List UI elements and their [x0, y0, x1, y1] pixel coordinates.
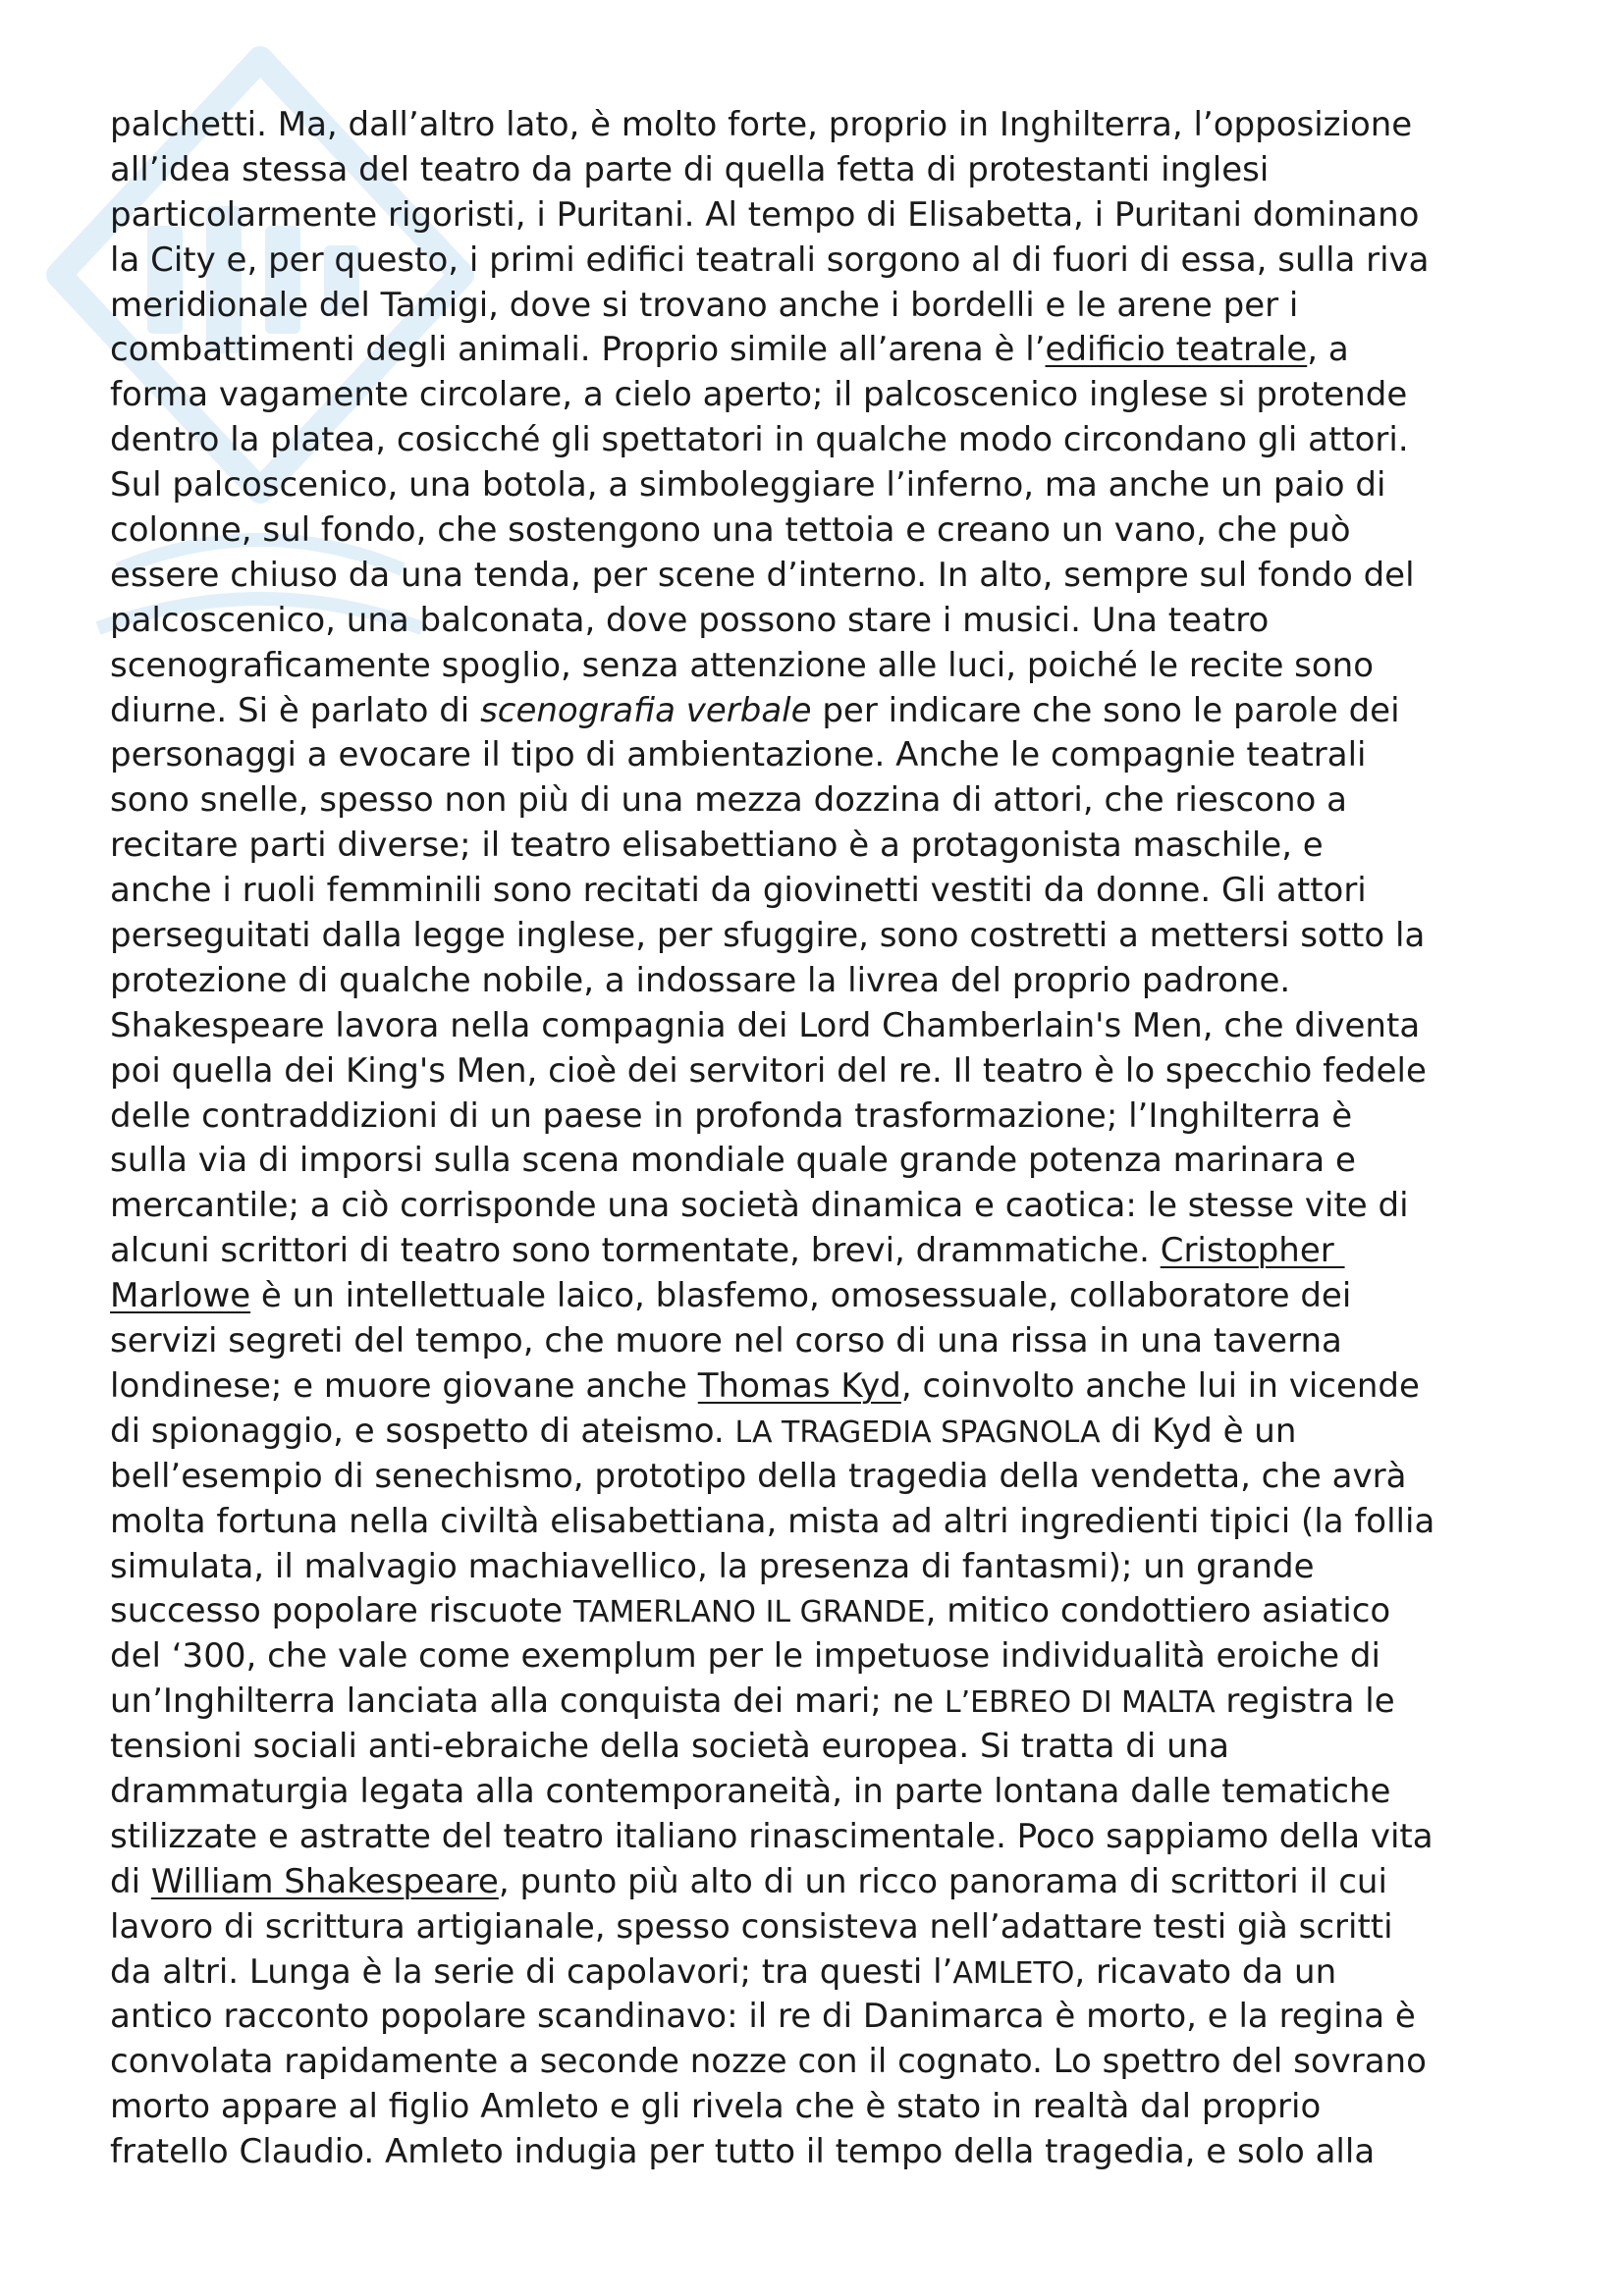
text-segment: , coinvolto anche lui in vicende [900, 1365, 1420, 1406]
text-segment: forma vagamente circolare, a cielo aperto; il palcoscenico inglese si protende [110, 375, 1408, 415]
text-line [110, 689, 1543, 734]
text-line [110, 1680, 1543, 1725]
text-segment: perseguitati dalla legge inglese, per sfuggire, sono costretti a mettersi sotto la [110, 916, 1426, 956]
text-segment: stilizzate e astratte del teatro italiano rinascimentale. Poco sappiamo della vita [110, 1816, 1434, 1856]
text-segment: da altri. Lunga è la serie di capolavori; tra questi l’ [110, 1951, 953, 1992]
text-line [110, 959, 1543, 1004]
text-line [110, 1995, 1543, 2040]
text-segment: successo popolare riscuote [110, 1591, 573, 1631]
text-segment: , a [1307, 330, 1349, 370]
text-segment: meridionale del Tamigi, dove si trovano anche i bordelli e le arene per i [110, 285, 1299, 325]
text-line [110, 1905, 1543, 1950]
text-line [110, 599, 1543, 644]
text-line [110, 1860, 1543, 1905]
work-title: TAMERLANO IL GRANDE [572, 1595, 926, 1630]
work-title: AMLETO [952, 1955, 1075, 1991]
text-segment: londinese; e muore giovane anche [110, 1365, 698, 1406]
text-segment: di spionaggio, e sospetto di ateismo. [110, 1411, 735, 1451]
text-line [110, 463, 1543, 508]
text-line [110, 1589, 1543, 1634]
text-segment: la City e, per questo, i primi edifici teatrali sorgono al di fuori di essa, sulla riva [110, 240, 1430, 280]
text-line [110, 1455, 1543, 1500]
text-segment: , ricavato da un [1074, 1951, 1337, 1992]
text-line [110, 824, 1543, 869]
text-segment: morto appare al figlio Amleto e gli rivela che è stato in realtà dal proprio [110, 2087, 1322, 2127]
text-segment: mercantile; a ciò corrisponde una società dinamica e caotica: le stesse vite di [110, 1186, 1409, 1226]
text-line [110, 2130, 1543, 2175]
document-body [110, 103, 1543, 2175]
text-segment: palchetti. Ma, dall’altro lato, è molto forte, proprio in Inghilterra, l’opposizione [110, 105, 1413, 144]
text-line [110, 1184, 1543, 1229]
text-segment: recitare parti diverse; il teatro elisabettiano è a protagonista maschile, e [110, 826, 1324, 866]
text-line [110, 1319, 1543, 1364]
text-segment: fratello Claudio. Amleto indugia per tutto il tempo della tragedia, e solo alla [110, 2132, 1376, 2172]
underlined-name: Marlowe [110, 1276, 251, 1316]
text-segment: , punto più alto di un ricco panorama di scrittori il cui [498, 1861, 1387, 1901]
text-segment: all’idea stessa del teatro da parte di quella fetta di protestanti inglesi [110, 149, 1270, 189]
text-segment: personaggi a evocare il tipo di ambientazione. Anche le compagnie teatrali [110, 735, 1367, 775]
text-segment: lavoro di scrittura artigianale, spesso consisteva nell’adattare testi già scritti [110, 1906, 1393, 1947]
text-line [110, 1364, 1543, 1410]
text-segment: di [110, 1861, 151, 1901]
text-segment: alcuni scrittori di teatro sono tormentate, brevi, drammatiche. [110, 1231, 1161, 1271]
italic-term: scenografia verbale [480, 690, 812, 730]
text-segment: poi quella dei King's Men, cioè dei servitori del re. Il teatro è lo specchio fedele [110, 1050, 1427, 1091]
text-segment: combattimenti degli animali. Proprio simile all’arena è l’ [110, 330, 1046, 370]
underlined-name: Cristopher [1160, 1231, 1345, 1271]
text-line [110, 1634, 1543, 1680]
text-line [110, 1139, 1543, 1184]
text-segment: Shakespeare lavora nella compagnia dei Lord Chamberlain's Men, che diventa [110, 1005, 1421, 1045]
text-line [110, 193, 1543, 239]
underlined-name: Thomas Kyd [697, 1365, 901, 1406]
text-segment: diurne. Si è parlato di [110, 690, 481, 730]
text-line [110, 239, 1543, 284]
text-segment: protezione di qualche nobile, a indossare la livrea del proprio padrone. [110, 960, 1291, 1000]
text-line [110, 1004, 1543, 1049]
text-line [110, 1229, 1543, 1274]
text-line [110, 554, 1543, 599]
text-segment: colonne, sul fondo, che sostengono una tettoia e creano un vano, che può [110, 510, 1351, 551]
text-segment: delle contraddizioni di un paese in profonda trasformazione; l’Inghilterra è [110, 1095, 1353, 1136]
text-line [110, 1770, 1543, 1815]
text-segment: drammaturgia legata alla contemporaneità, in parte lontana dalle tematiche [110, 1771, 1391, 1811]
text-line [110, 1500, 1543, 1545]
text-line [110, 1725, 1543, 1770]
text-line [110, 328, 1543, 373]
text-segment: simulata, il malvagio machiavellico, la presenza di fantasmi); un grande [110, 1546, 1315, 1586]
work-title: LA TRAGEDIA SPAGNOLA [734, 1415, 1101, 1450]
text-line [110, 373, 1543, 418]
text-line [110, 1545, 1543, 1590]
text-segment: sulla via di imporsi sulla scena mondiale quale grande potenza marinara e [110, 1141, 1356, 1181]
text-segment: , mitico condottiero asiatico [925, 1591, 1391, 1631]
underlined-name: edificio teatrale [1045, 330, 1308, 370]
text-line [110, 103, 1543, 148]
text-line [110, 148, 1543, 193]
text-segment: un’Inghilterra lanciata alla conquista dei mari; ne [110, 1682, 945, 1722]
text-line [110, 508, 1543, 554]
text-line [110, 284, 1543, 329]
text-segment: dentro la platea, cosicché gli spettatori in qualche modo circondano gli attori. [110, 420, 1409, 460]
text-segment: antico racconto popolare scandinavo: il re di Danimarca è morto, e la regina è [110, 1997, 1416, 2037]
text-line [110, 2085, 1543, 2130]
text-line [110, 1950, 1543, 1996]
text-segment: per indicare che sono le parole dei [811, 690, 1400, 730]
text-segment: particolarmente rigoristi, i Puritani. Al tempo di Elisabetta, i Puritani dominano [110, 194, 1420, 235]
text-line [110, 1049, 1543, 1095]
text-segment: Sul palcoscenico, una botola, a simboleggiare l’inferno, ma anche un paio di [110, 465, 1386, 506]
text-segment: tensioni sociali anti-ebraiche della società europea. Si tratta di una [110, 1727, 1229, 1767]
text-segment: scenograficamente spoglio, senza attenzione alle luci, poiché le recite sono [110, 645, 1375, 685]
text-segment: convolata rapidamente a seconde nozze con il cognato. Lo spettro del sovrano [110, 2042, 1427, 2082]
text-segment: del ‘300, che vale come exemplum per le impetuose individualità eroiche di [110, 1636, 1380, 1677]
underlined-name: William Shakespeare [150, 1861, 499, 1901]
text-segment: sono snelle, spesso non più di una mezza dozzina di attori, che riescono a [110, 780, 1347, 821]
text-line [110, 914, 1543, 959]
text-segment: di Kyd è un [1100, 1411, 1297, 1451]
text-line [110, 644, 1543, 689]
text-line [110, 1274, 1543, 1319]
text-line [110, 869, 1543, 914]
text-line [110, 778, 1543, 824]
work-title: L’EBREO DI MALTA [944, 1685, 1216, 1721]
text-segment: essere chiuso da una tenda, per scene d’interno. In alto, sempre sul fondo del [110, 555, 1415, 595]
text-line [110, 1815, 1543, 1860]
text-segment: bell’esempio di senechismo, prototipo della tragedia della vendetta, che avrà [110, 1456, 1407, 1496]
text-segment: anche i ruoli femminili sono recitati da giovinetti vestiti da donne. Gli attori [110, 871, 1367, 911]
text-line [110, 418, 1543, 463]
text-segment: registra le [1215, 1682, 1395, 1722]
text-segment: servizi segreti del tempo, che muore nel corso di una rissa in una taverna [110, 1321, 1342, 1362]
text-line [110, 1095, 1543, 1140]
text-segment: palcoscenico, una balconata, dove possono stare i musici. Una teatro [110, 600, 1270, 640]
text-line [110, 1410, 1543, 1455]
text-line [110, 2040, 1543, 2085]
text-segment: è un intellettuale laico, blasfemo, omosessuale, collaboratore dei [250, 1276, 1352, 1316]
text-line [110, 733, 1543, 778]
text-segment: molta fortuna nella civiltà elisabettiana, mista ad altri ingredienti tipici (la follia [110, 1501, 1435, 1541]
